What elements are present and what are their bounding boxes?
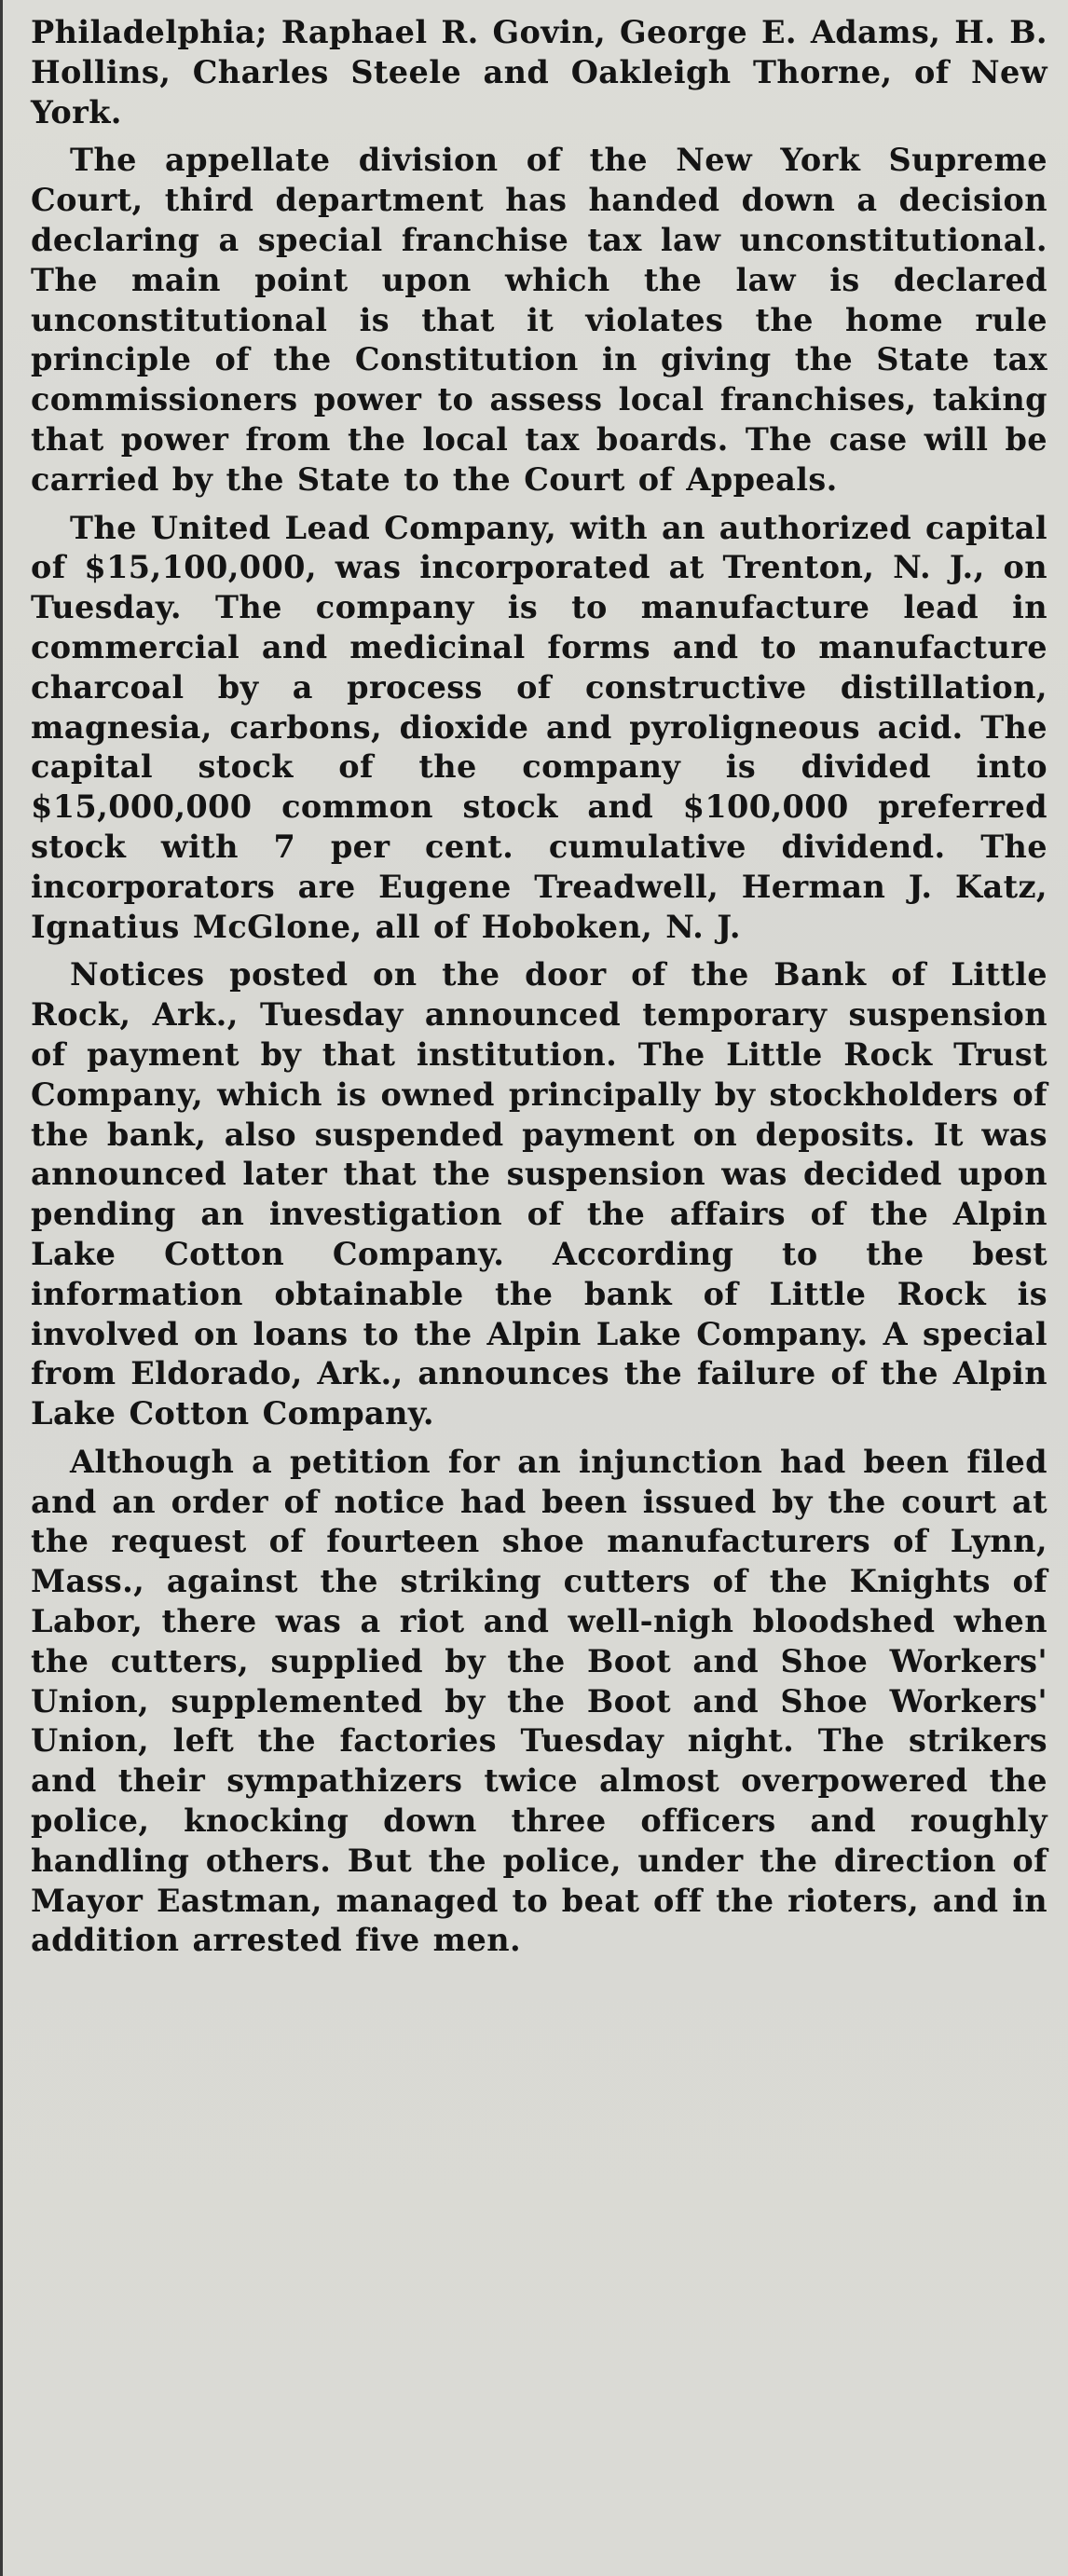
paragraph-continuation: Philadelphia; Raphael R. Govin, George E. Adams, H. B. Hollins, Charles Steele and Oakleigh Thorne, of New York.	[31, 14, 1047, 130]
paragraph-bank-little-rock: Notices posted on the door of the Bank of Little Rock, Ark., Tuesday announced temporary suspension of payment by that institution. The Little Rock Trust Company, which is owned principally by stockholders of the bank, also suspended payment on deposits. It was announced later that the suspension was decided upon pending an investigation of the affairs of the Alpin Lake Cotton Company. According to the best information obtainable the bank of Little Rock is involved on loans to the Alpin Lake Company. A special from Eldorado, Ark., announces the failure of the Alpin Lake Cotton Company.	[31, 956, 1047, 1432]
paragraph-lynn-riot: Although a petition for an injunction had been filed and an order of notice had been issued by the court at the request of fourteen shoe manufacturers of Lynn, Mass., against the striking cutters of the Knights of Labor, there was a riot and well-nigh bloodshed when the cutters, supplied by the Boot and Shoe Workers' Union, supplemented by the Boot and Shoe Workers' Union, left the factories Tuesday night. The strikers and their sympathizers twice almost overpowered the police, knocking down three officers and roughly handling others. But the police, under the direction of Mayor Eastman, managed to beat off the rioters, and in addition arrested five men.	[31, 1443, 1047, 1959]
paragraph-franchise-tax: The appellate division of the New York Supreme Court, third department has handed down a decision declaring a special franchise tax law unconstitutional. The main point upon which the law is declared unconstitutional is that it violates the home rule principle of the Constitution in giving the State tax commissioners power to assess local franchises, taking that power from the local tax boards. The case will be carried by the State to the Court of Appeals.	[31, 142, 1047, 498]
paragraph-united-lead: The United Lead Company, with an authorized capital of $15,100,000, was incorporated at Trenton, N. J., on Tuesday. The company is to manufacture lead in commercial and medicinal forms and to manufacture charcoal by a process of constructive distillation, magnesia, carbons, dioxide and pyroligneous acid. The capital stock of the company is divided into $15,000,000 common stock and $100,000 preferred stock with 7 per cent. cumulative dividend. The incorporators are Eugene Treadwell, Herman J. Katz, Ignatius McGlone, all of Hoboken, N. J.	[31, 509, 1047, 945]
